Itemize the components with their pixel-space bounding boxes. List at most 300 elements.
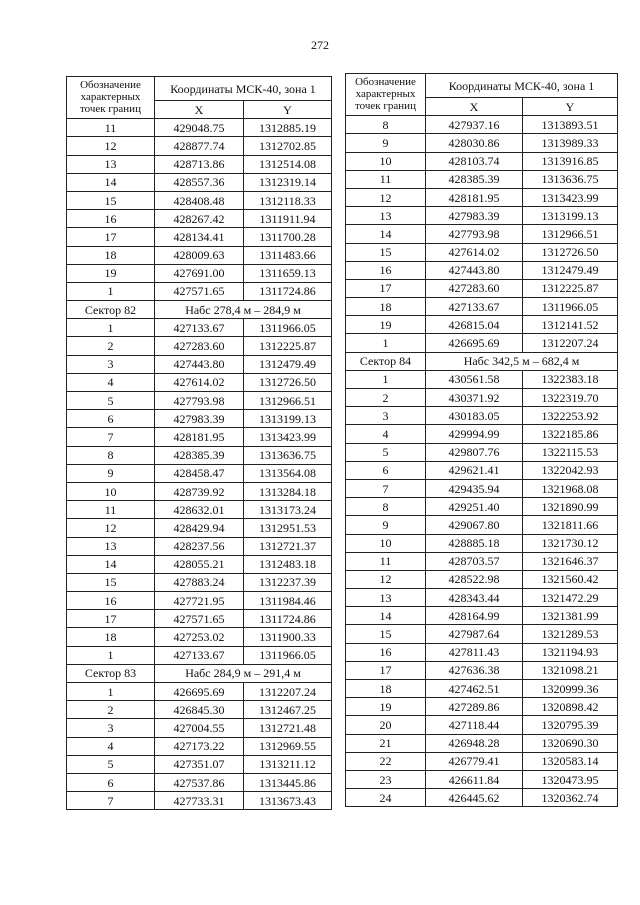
point-number: 8 [346,498,426,516]
coord-x: 428429.94 [155,519,244,537]
coord-y: 1313211.12 [244,755,332,773]
coord-x: 428009.63 [155,246,244,264]
coord-y: 1312966.51 [523,225,618,243]
table-body-left [67,119,332,810]
coord-y: 1312966.51 [244,392,332,410]
point-number: 1 [67,282,155,300]
coord-x: 427614.02 [155,373,244,391]
table-row [346,279,618,297]
point-number: 18 [346,298,426,316]
coord-y: 1313423.99 [244,428,332,446]
point-number: 14 [67,555,155,573]
point-number: 3 [67,355,155,373]
coord-x: 428181.95 [426,188,523,206]
table-row [346,316,618,334]
coord-y: 1311483.66 [244,246,332,264]
coord-x: 428385.39 [426,170,523,188]
coord-x: 428267.42 [155,210,244,228]
table-row [67,264,332,282]
coord-x: 428557.36 [155,173,244,191]
coord-x: 427571.65 [155,610,244,628]
coord-y: 1320999.36 [523,680,618,698]
coord-x: 429067.80 [426,516,523,534]
point-number: 19 [67,264,155,282]
point-number: 1 [67,683,155,701]
table-row [346,407,618,425]
point-number: 4 [67,373,155,391]
point-number: 2 [67,701,155,719]
point-number: 18 [346,680,426,698]
table-row [67,537,332,555]
coord-y: 1321890.99 [523,498,618,516]
table-row [346,370,618,388]
point-number: 1 [346,370,426,388]
coord-x: 428739.92 [155,482,244,500]
table-row [67,137,332,155]
coord-x: 429994.99 [426,425,523,443]
point-number: 12 [67,137,155,155]
coord-x: 427987.64 [426,625,523,643]
coord-y: 1320795.39 [523,716,618,734]
coord-x: 427614.02 [426,243,523,261]
coord-x: 426948.28 [426,734,523,752]
table-row [67,501,332,519]
coord-y: 1312514.08 [244,155,332,173]
point-number: 4 [67,737,155,755]
point-number: 3 [67,719,155,737]
coord-x: 428237.56 [155,537,244,555]
coord-x: 428885.18 [426,534,523,552]
sector-range: Набс 278,4 м – 284,9 м [155,301,332,319]
coord-y: 1322115.53 [523,443,618,461]
coord-y: 1312726.50 [244,373,332,391]
coord-y: 1313916.85 [523,152,618,170]
table-row [67,410,332,428]
sector-label: Сектор 83 [67,664,155,682]
coord-y: 1322383.18 [523,370,618,388]
table-row [346,698,618,716]
table-row [67,373,332,391]
table-row [67,592,332,610]
coord-x: 428458.47 [155,464,244,482]
coord-x: 426695.69 [426,334,523,352]
table-row [346,261,618,279]
table-row [346,607,618,625]
coord-x: 428877.74 [155,137,244,155]
coord-y: 1313199.13 [244,410,332,428]
coord-x: 427283.60 [426,279,523,297]
coord-y: 1312207.24 [523,334,618,352]
coord-x: 428408.48 [155,191,244,209]
coord-y: 1321289.53 [523,625,618,643]
table-row [67,191,332,209]
coord-x: 428103.74 [426,152,523,170]
point-number: 12 [346,188,426,206]
table-row [346,461,618,479]
point-number: 8 [346,116,426,134]
coord-x: 429435.94 [426,479,523,497]
coord-y: 1312225.87 [244,337,332,355]
coord-x: 427811.43 [426,643,523,661]
header-coordinates: Координаты МСК-40, зона 1 [426,74,618,98]
point-number: 6 [67,773,155,791]
sector-range: Набс 342,5 м – 682,4 м [426,352,618,370]
point-number: 13 [346,589,426,607]
point-number: 16 [346,643,426,661]
table-row [346,152,618,170]
coord-y: 1320473.95 [523,770,618,788]
point-number: 16 [346,261,426,279]
coord-y: 1320898.42 [523,698,618,716]
coord-x: 427133.67 [155,319,244,337]
coord-y: 1321968.08 [523,479,618,497]
point-number: 5 [67,755,155,773]
coord-x: 427462.51 [426,680,523,698]
point-number: 16 [67,210,155,228]
coord-y: 1321098.21 [523,661,618,679]
coord-y: 1312207.24 [244,683,332,701]
coord-x: 426445.62 [426,789,523,807]
coord-y: 1321560.42 [523,570,618,588]
coord-y: 1312237.39 [244,573,332,591]
coord-y: 1313989.33 [523,134,618,152]
coord-y: 1313445.86 [244,773,332,791]
point-number: 14 [346,607,426,625]
table-row [67,628,332,646]
coord-x: 430561.58 [426,370,523,388]
coord-y: 1312726.50 [523,243,618,261]
coord-y: 1311724.86 [244,610,332,628]
coord-y: 1312969.55 [244,737,332,755]
table-row [67,319,332,337]
coord-x: 428164.99 [426,607,523,625]
coord-y: 1312483.18 [244,555,332,573]
table-row [346,243,618,261]
table-row [346,661,618,679]
header-designation: Обозначение характерных точек границ [67,77,155,119]
coord-x: 428522.98 [426,570,523,588]
coord-x: 427537.86 [155,773,244,791]
point-number: 20 [346,716,426,734]
coord-x: 427937.16 [426,116,523,134]
coord-y: 1313636.75 [523,170,618,188]
coord-x: 426779.41 [426,752,523,770]
table-row [346,298,618,316]
header-y: Y [523,98,618,116]
coord-x: 428343.44 [426,589,523,607]
coord-y: 1312479.49 [523,261,618,279]
table-row [346,680,618,698]
table-row [346,334,618,352]
point-number: 10 [67,482,155,500]
table-row [67,773,332,791]
header-y: Y [244,101,332,119]
table-row [346,443,618,461]
coord-y: 1322253.92 [523,407,618,425]
coord-y: 1321730.12 [523,534,618,552]
coord-x: 427443.80 [155,355,244,373]
table-row [346,170,618,188]
coord-y: 1320362.74 [523,789,618,807]
point-number: 17 [346,279,426,297]
point-number: 11 [346,552,426,570]
coord-x: 427351.07 [155,755,244,773]
coordinates-table-left [66,76,332,810]
coord-x: 427983.39 [155,410,244,428]
coord-y: 1321811.66 [523,516,618,534]
coord-y: 1321381.99 [523,607,618,625]
point-number: 10 [346,152,426,170]
table-row [346,770,618,788]
point-number: 24 [346,789,426,807]
point-number: 5 [67,392,155,410]
point-number: 11 [67,119,155,137]
table-row [67,173,332,191]
coord-y: 1312225.87 [523,279,618,297]
point-number: 8 [67,446,155,464]
table-row [67,355,332,373]
point-number: 7 [346,479,426,497]
coord-y: 1313893.51 [523,116,618,134]
coord-x: 427283.60 [155,337,244,355]
coord-y: 1313564.08 [244,464,332,482]
table-row [346,425,618,443]
point-number: 1 [67,646,155,664]
table-row [346,734,618,752]
coord-x: 428030.86 [426,134,523,152]
table-row [346,225,618,243]
table-row [67,701,332,719]
table-row [67,737,332,755]
coord-y: 1312319.14 [244,173,332,191]
coord-x: 427691.00 [155,264,244,282]
coord-y: 1313284.18 [244,482,332,500]
coord-y: 1321194.93 [523,643,618,661]
table-row [346,516,618,534]
point-number: 1 [346,334,426,352]
sector-label: Сектор 84 [346,352,426,370]
coord-x: 428703.57 [426,552,523,570]
coord-y: 1311966.05 [523,298,618,316]
coord-x: 427793.98 [155,392,244,410]
point-number: 14 [67,173,155,191]
table-row [67,282,332,300]
coord-x: 428385.39 [155,446,244,464]
table-row [346,389,618,407]
header-coordinates: Координаты МСК-40, зона 1 [155,77,332,101]
coord-y: 1312479.49 [244,355,332,373]
point-number: 7 [67,792,155,810]
table-row [346,570,618,588]
point-number: 21 [346,734,426,752]
coord-x: 428632.01 [155,501,244,519]
point-number: 17 [67,610,155,628]
coord-x: 427883.24 [155,573,244,591]
point-number: 2 [67,337,155,355]
coord-x: 427133.67 [155,646,244,664]
coord-x: 429048.75 [155,119,244,137]
coord-x: 427733.31 [155,792,244,810]
header-designation: Обозначение характерных точек границ [346,74,426,116]
point-number: 12 [67,519,155,537]
coord-x: 426815.04 [426,316,523,334]
table-row [67,119,332,137]
coord-y: 1312721.48 [244,719,332,737]
coord-x: 427133.67 [426,298,523,316]
point-number: 18 [67,628,155,646]
point-number: 13 [67,537,155,555]
point-number: 19 [346,316,426,334]
point-number: 23 [346,770,426,788]
table-row [67,610,332,628]
coord-y: 1312951.53 [244,519,332,537]
sector-row [67,301,332,319]
point-number: 14 [346,225,426,243]
point-number: 18 [67,246,155,264]
table-row [67,683,332,701]
table-row [67,246,332,264]
point-number: 13 [346,207,426,225]
table-row [67,482,332,500]
table-row [346,752,618,770]
coord-y: 1311966.05 [244,646,332,664]
table-row [67,337,332,355]
coord-y: 1311984.46 [244,592,332,610]
point-number: 5 [346,443,426,461]
coord-y: 1311724.86 [244,282,332,300]
coord-y: 1320690.30 [523,734,618,752]
coord-x: 427571.65 [155,282,244,300]
coord-x: 430371.92 [426,389,523,407]
coord-y: 1311659.13 [244,264,332,282]
point-number: 11 [67,501,155,519]
coord-x: 427636.38 [426,661,523,679]
sector-row [67,664,332,682]
table-row [67,228,332,246]
table-row [67,719,332,737]
coord-x: 428181.95 [155,428,244,446]
point-number: 1 [67,319,155,337]
table-row [346,479,618,497]
sector-range: Набс 284,9 м – 291,4 м [155,664,332,682]
point-number: 19 [346,698,426,716]
coord-y: 1312721.37 [244,537,332,555]
coord-x: 427289.86 [426,698,523,716]
coord-y: 1312467.25 [244,701,332,719]
point-number: 13 [67,155,155,173]
table-row [67,210,332,228]
coord-y: 1313423.99 [523,188,618,206]
point-number: 4 [346,425,426,443]
point-number: 17 [346,661,426,679]
coord-x: 429807.76 [426,443,523,461]
point-number: 17 [67,228,155,246]
table-row [346,643,618,661]
coord-y: 1311911.94 [244,210,332,228]
table-row [67,428,332,446]
coord-x: 427004.55 [155,719,244,737]
point-number: 15 [346,243,426,261]
coord-y: 1311900.33 [244,628,332,646]
point-number: 15 [67,191,155,209]
coord-x: 427721.95 [155,592,244,610]
table-row [346,716,618,734]
coord-y: 1322185.86 [523,425,618,443]
coord-x: 427253.02 [155,628,244,646]
point-number: 10 [346,534,426,552]
table-row [346,116,618,134]
coord-x: 427173.22 [155,737,244,755]
point-number: 7 [67,428,155,446]
point-number: 9 [346,134,426,152]
coord-y: 1313173.24 [244,501,332,519]
coordinates-table-right [345,73,618,807]
coord-y: 1322319.70 [523,389,618,407]
coord-y: 1313199.13 [523,207,618,225]
point-number: 6 [67,410,155,428]
table-row [67,555,332,573]
coord-x: 427443.80 [426,261,523,279]
coord-x: 426695.69 [155,683,244,701]
header-x: X [426,98,523,116]
coord-y: 1312885.19 [244,119,332,137]
table-row [67,573,332,591]
coord-y: 1313636.75 [244,446,332,464]
point-number: 16 [67,592,155,610]
coord-y: 1312118.33 [244,191,332,209]
point-number: 9 [346,516,426,534]
coord-x: 429621.41 [426,461,523,479]
coord-y: 1313673.43 [244,792,332,810]
point-number: 22 [346,752,426,770]
point-number: 2 [346,389,426,407]
coord-x: 427793.98 [426,225,523,243]
coord-y: 1311700.28 [244,228,332,246]
table-row [346,625,618,643]
coord-x: 427983.39 [426,207,523,225]
table-row [67,519,332,537]
point-number: 15 [67,573,155,591]
table-row [67,155,332,173]
coord-y: 1322042.93 [523,461,618,479]
coord-x: 429251.40 [426,498,523,516]
point-number: 3 [346,407,426,425]
coord-x: 426845.30 [155,701,244,719]
table-row [346,188,618,206]
point-number: 11 [346,170,426,188]
point-number: 6 [346,461,426,479]
table-row [346,552,618,570]
table-row [346,789,618,807]
point-number: 12 [346,570,426,588]
coord-y: 1312141.52 [523,316,618,334]
coord-y: 1321646.37 [523,552,618,570]
table-row [67,464,332,482]
table-body-right [346,116,618,807]
table-row [67,755,332,773]
table-row [346,534,618,552]
coord-x: 428713.86 [155,155,244,173]
table-row [67,646,332,664]
page-number: 272 [311,38,329,52]
table-row [67,392,332,410]
point-number: 15 [346,625,426,643]
sector-row [346,352,618,370]
coord-y: 1320583.14 [523,752,618,770]
table-row [346,207,618,225]
header-x: X [155,101,244,119]
table-row [346,134,618,152]
